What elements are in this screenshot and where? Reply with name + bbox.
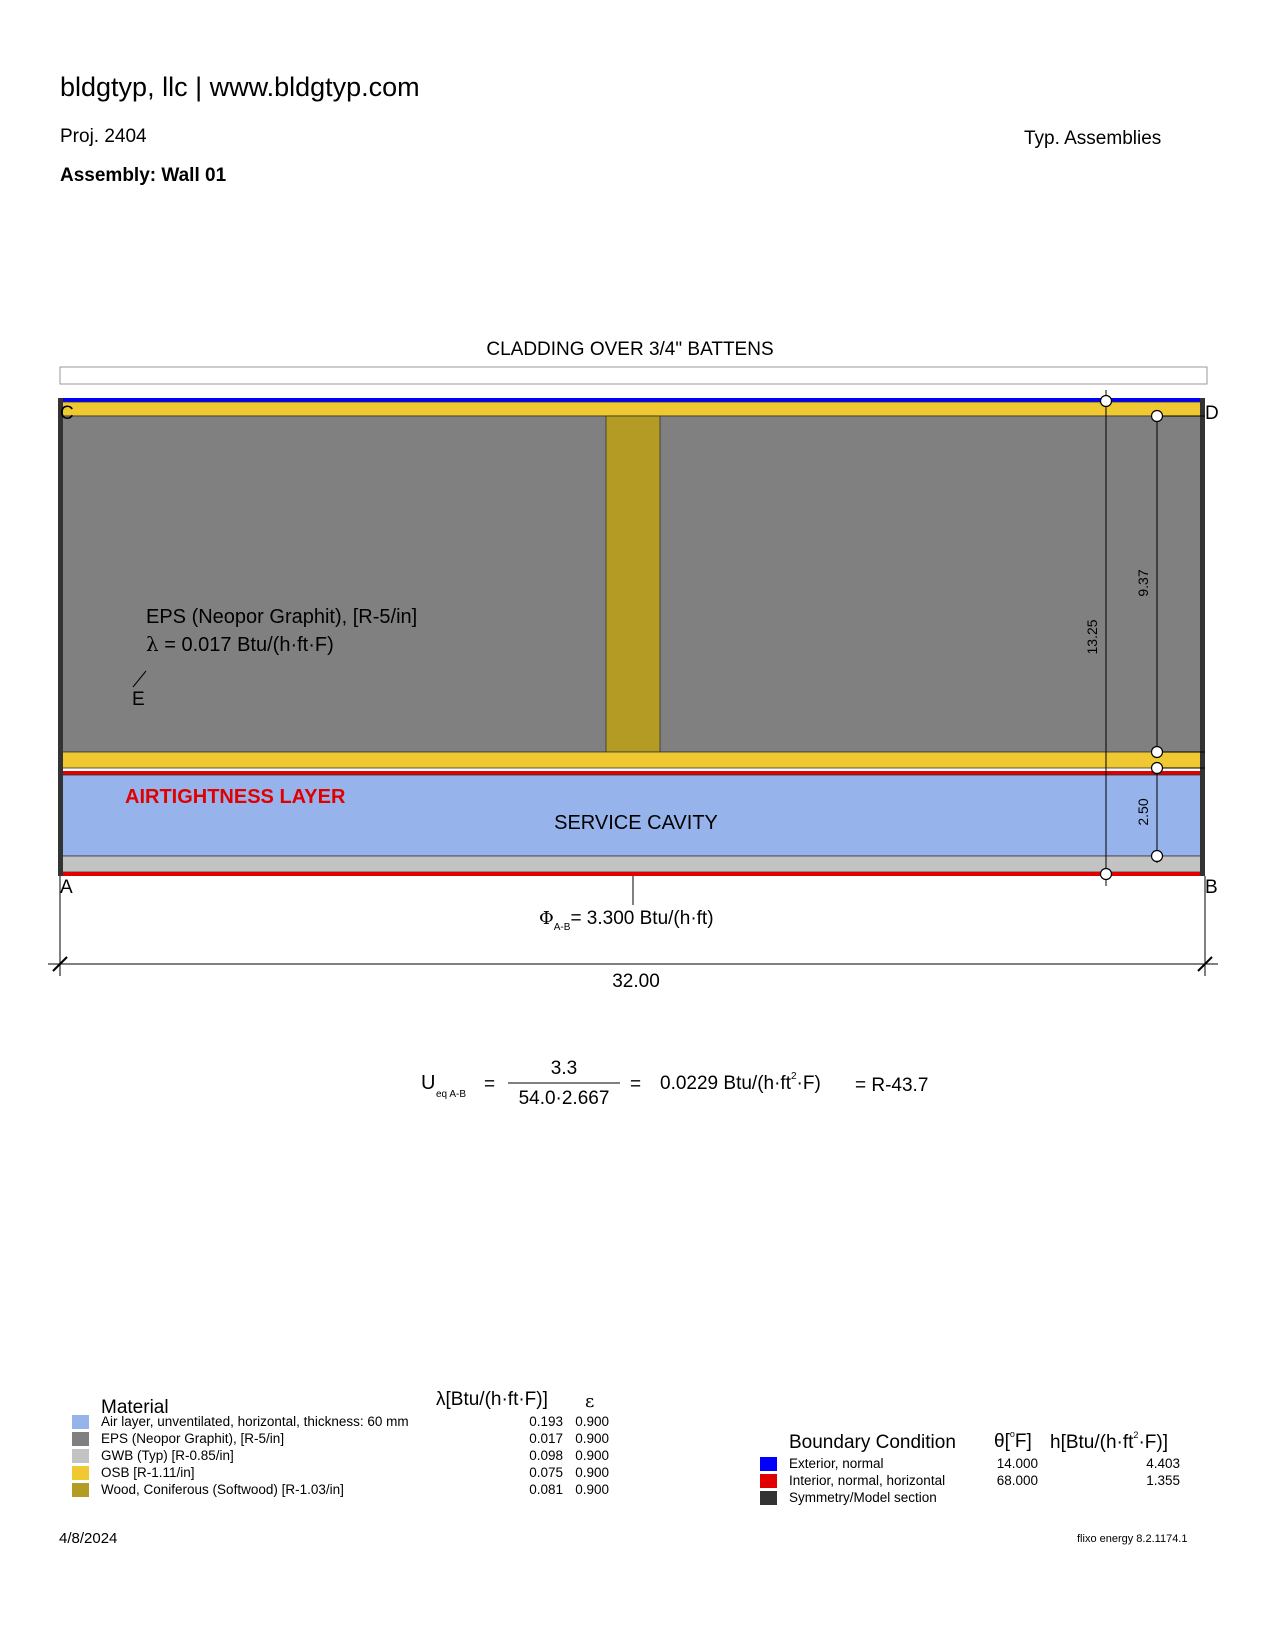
material-lambda: 0.081 (529, 1482, 563, 1497)
material-swatch (72, 1415, 89, 1429)
boundary-legend-rows (760, 1456, 1180, 1505)
exterior-boundary-line (60, 398, 1204, 402)
corner-label-d: D (1205, 403, 1219, 424)
material-name: EPS (Neopor Graphit), [R-5/in] (101, 1431, 285, 1446)
material-lambda: 0.098 (529, 1448, 563, 1463)
result-sup: 2 (790, 1071, 797, 1082)
material-swatch (72, 1483, 89, 1497)
material-lambda: 0.017 (529, 1431, 563, 1446)
flux-subscript: A-B (553, 922, 571, 933)
service-cavity-label: SERVICE CAVITY (554, 812, 718, 834)
lambda-symbol: λ (146, 632, 159, 656)
width-dim-label: 32.00 (612, 971, 660, 992)
result-main: 0.0229 Btu/(h·ft (660, 1073, 791, 1094)
boundary-name: Interior, normal, horizontal (789, 1473, 946, 1488)
boundary-swatch (760, 1474, 777, 1488)
material-swatch (72, 1432, 89, 1446)
wood-stud (606, 416, 660, 752)
boundary-theta: 68.000 (996, 1473, 1038, 1488)
airtightness-layer-label: AIRTIGHTNESS LAYER (125, 786, 346, 808)
material-lambda: 0.193 (529, 1414, 563, 1429)
formula-denominator: 54.0·2.667 (518, 1088, 610, 1109)
h-header: h[Btu/(h·ft (1050, 1432, 1134, 1453)
formula-equals-1: = (484, 1074, 496, 1095)
boundary-h: 4.403 (1146, 1456, 1180, 1471)
dim-label-cavity: 2.50 (1135, 798, 1151, 826)
material-swatch (72, 1449, 89, 1463)
formula-result (660, 1071, 821, 1094)
company-header: bldgtyp, llc | www.bldgtyp.com (60, 72, 420, 102)
material-epsilon: 0.900 (575, 1414, 609, 1429)
lambda-column-header: λ[Btu/(h·ft·F)] (436, 1389, 548, 1410)
dim-label-insulation: 9.37 (1135, 569, 1151, 597)
osb-bottom-layer (60, 752, 1204, 768)
boundary-swatch (760, 1457, 777, 1471)
h-sup: 2 (1133, 1430, 1139, 1440)
material-epsilon: 0.900 (575, 1431, 609, 1446)
material-name: Wood, Coniferous (Softwood) [R-1.03/in] (101, 1482, 344, 1497)
footer-date: 4/8/2024 (59, 1530, 118, 1547)
r-value: = R-43.7 (855, 1075, 929, 1096)
boundary-name: Exterior, normal (789, 1456, 884, 1471)
material-epsilon: 0.900 (575, 1465, 609, 1480)
boundary-legend-header: Boundary Condition (789, 1432, 956, 1453)
material-lambda: 0.075 (529, 1465, 563, 1480)
airtightness-line (60, 771, 1204, 775)
eps-material-label: EPS (Neopor Graphit), [R-5/in] (146, 606, 418, 628)
dim-point (1152, 747, 1163, 758)
flux-label (539, 908, 714, 933)
epsilon-column-header: ε (585, 1391, 595, 1412)
gwb-layer (60, 856, 1204, 872)
material-epsilon: 0.900 (575, 1448, 609, 1463)
corner-label-c: C (60, 403, 74, 424)
corner-label-b: B (1205, 877, 1218, 898)
diagram-title: CLADDING OVER 3/4" BATTENS (486, 339, 774, 360)
eps-lambda-label (146, 632, 334, 656)
material-name: GWB (Typ) [R-0.85/in] (101, 1448, 234, 1463)
dim-point (1101, 869, 1112, 880)
formula-numerator: 3.3 (550, 1058, 578, 1079)
h-column-header (1050, 1430, 1168, 1453)
boundary-h: 1.355 (1146, 1473, 1180, 1488)
boundary-theta: 14.000 (996, 1456, 1038, 1471)
boundary-name: Symmetry/Model section (789, 1490, 937, 1505)
theta-column-header (994, 1429, 1032, 1452)
category-label: Typ. Assemblies (1024, 128, 1162, 149)
footer-software: flixo energy 8.2.1174.1 (1077, 1533, 1188, 1545)
boundary-swatch (760, 1491, 777, 1505)
formula-equals-2: = (630, 1074, 642, 1095)
dim-point (1152, 851, 1163, 862)
symmetry-boundary-right (1200, 398, 1205, 876)
result-end: ·F) (796, 1073, 821, 1094)
eps-lambda-value: = 0.017 Btu/(h·ft·F) (158, 634, 334, 656)
assembly-title: Assembly: Wall 01 (60, 165, 227, 186)
h-end: ·F)] (1138, 1432, 1168, 1453)
material-name: Air layer, unventilated, horizontal, thickness: 60 mm (101, 1414, 409, 1429)
osb-top-layer (60, 402, 1204, 416)
theta-sup: o (1009, 1429, 1015, 1439)
flux-value: = 3.300 Btu/(h·ft) (570, 908, 714, 929)
dim-point (1152, 763, 1163, 774)
flux-symbol: Φ (539, 908, 554, 929)
symmetry-boundary-left (58, 398, 63, 876)
material-name: OSB [R-1.11/in] (101, 1465, 195, 1480)
u-subscript: eq A-B (436, 1089, 467, 1100)
material-swatch (72, 1466, 89, 1480)
material-legend-header: Material (101, 1397, 169, 1418)
dim-point (1101, 396, 1112, 407)
material-legend-rows (72, 1414, 609, 1497)
dim-label-total: 13.25 (1084, 619, 1100, 655)
project-number: Proj. 2404 (60, 126, 147, 147)
dim-point (1152, 411, 1163, 422)
theta-header: θ[ (994, 1431, 1010, 1452)
point-label-e: E (132, 689, 145, 710)
corner-label-a: A (60, 877, 73, 898)
theta-end: F] (1014, 1431, 1032, 1452)
u-symbol: U (421, 1072, 436, 1094)
interior-boundary-line (60, 872, 1204, 876)
cladding-band (60, 367, 1207, 384)
material-epsilon: 0.900 (575, 1482, 609, 1497)
